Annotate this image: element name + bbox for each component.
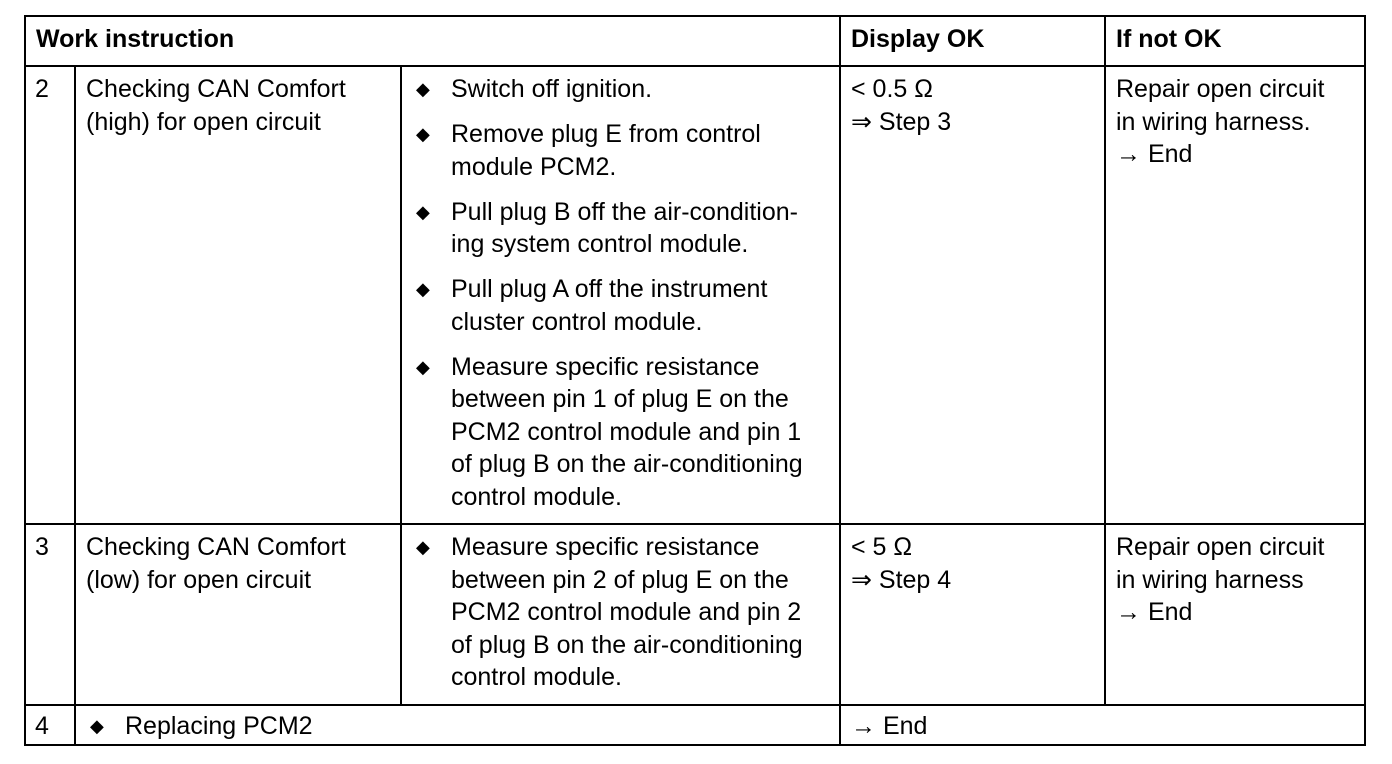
result-cell: → End: [840, 705, 1365, 746]
instruction-item: [402, 531, 829, 694]
if-not-ok-line: in wiring harness: [1116, 565, 1304, 594]
step-instruction-replace: [75, 705, 840, 746]
display-ok-next-step: ⇒ Step 3: [851, 107, 952, 136]
table-row: [25, 705, 1365, 746]
header-display-ok: Display OK: [840, 16, 1105, 66]
step-instructions: [401, 66, 840, 524]
if-not-ok-line: → End: [1116, 140, 1193, 168]
if-not-ok-line: in wiring harness.: [1116, 107, 1311, 136]
instruction-line: control module.: [451, 482, 622, 511]
if-not-ok-line: → End: [1116, 598, 1193, 626]
instruction-line: control module.: [451, 663, 622, 691]
diamond-bullet-icon: ◆: [416, 201, 430, 222]
instruction-line: Measure specific resistance: [451, 352, 760, 381]
display-ok-next-step: ⇒ Step 4: [851, 565, 952, 594]
instruction-line: Remove plug E from control: [451, 120, 761, 148]
table-row: [25, 524, 1365, 705]
title-line: (low) for open circuit: [86, 565, 312, 594]
instruction-line: PCM2 control module and pin 2: [451, 598, 802, 626]
instruction-line: Replacing PCM2: [125, 711, 313, 740]
instruction-line: ing system control module.: [451, 230, 749, 258]
title-line: Checking CAN Comfort: [86, 533, 346, 561]
instruction-line: of plug B on the air-conditioning: [451, 630, 803, 659]
diamond-bullet-icon: ◆: [90, 715, 104, 736]
step-title: [75, 524, 401, 705]
instruction-line: between pin 1 of plug E on the: [451, 385, 789, 413]
instruction-line: cluster control module.: [451, 307, 703, 336]
work-instruction-sheet: [24, 15, 1366, 746]
if-not-ok-cell: [1105, 524, 1365, 705]
display-ok-cell: [840, 524, 1105, 705]
title-line: Checking CAN Comfort: [86, 75, 346, 103]
instruction-item: [402, 73, 829, 106]
header-if-not-ok: If not OK: [1105, 16, 1365, 66]
instruction-line: between pin 2 of plug E on the: [451, 565, 789, 594]
instruction-item: [76, 710, 829, 743]
display-ok-value: < 0.5 Ω: [851, 75, 933, 103]
diamond-bullet-icon: ◆: [416, 356, 430, 377]
instruction-line: of plug B on the air-conditioning: [451, 450, 803, 478]
instruction-line: Switch off ignition.: [451, 75, 653, 103]
instruction-line: Measure specific resistance: [451, 533, 760, 561]
display-ok-value: < 5 Ω: [851, 533, 913, 561]
if-not-ok-cell: [1105, 66, 1365, 524]
instruction-list: [402, 531, 829, 694]
title-line: (high) for open circuit: [86, 107, 321, 136]
header-work-instruction: Work instruction: [25, 16, 840, 66]
instruction-line: Pull plug A off the instrument: [451, 275, 768, 303]
step-title: [75, 66, 401, 524]
diamond-bullet-icon: ◆: [416, 124, 430, 144]
instruction-item: [402, 351, 829, 514]
step-number: 2: [25, 66, 75, 524]
step-number: 3: [25, 524, 75, 705]
diamond-bullet-icon: ◆: [416, 537, 430, 557]
instruction-list: [402, 73, 829, 513]
work-instruction-table: [24, 15, 1366, 746]
diamond-bullet-icon: ◆: [416, 79, 430, 99]
table-row: [25, 66, 1365, 524]
instruction-line: module PCM2.: [451, 152, 617, 181]
display-ok-cell: [840, 66, 1105, 524]
diamond-bullet-icon: ◆: [416, 279, 430, 299]
if-not-ok-line: Repair open circuit: [1116, 75, 1325, 103]
table-header-row: [25, 16, 1365, 66]
instruction-line: Pull plug B off the air-condition-: [451, 197, 798, 226]
instruction-line: PCM2 control module and pin 1: [451, 417, 802, 446]
step-number: 4: [25, 705, 75, 746]
step-instructions: [401, 524, 840, 705]
instruction-item: [402, 273, 829, 338]
if-not-ok-line: Repair open circuit: [1116, 533, 1325, 561]
instruction-item: [402, 196, 829, 261]
instruction-item: [402, 118, 829, 183]
